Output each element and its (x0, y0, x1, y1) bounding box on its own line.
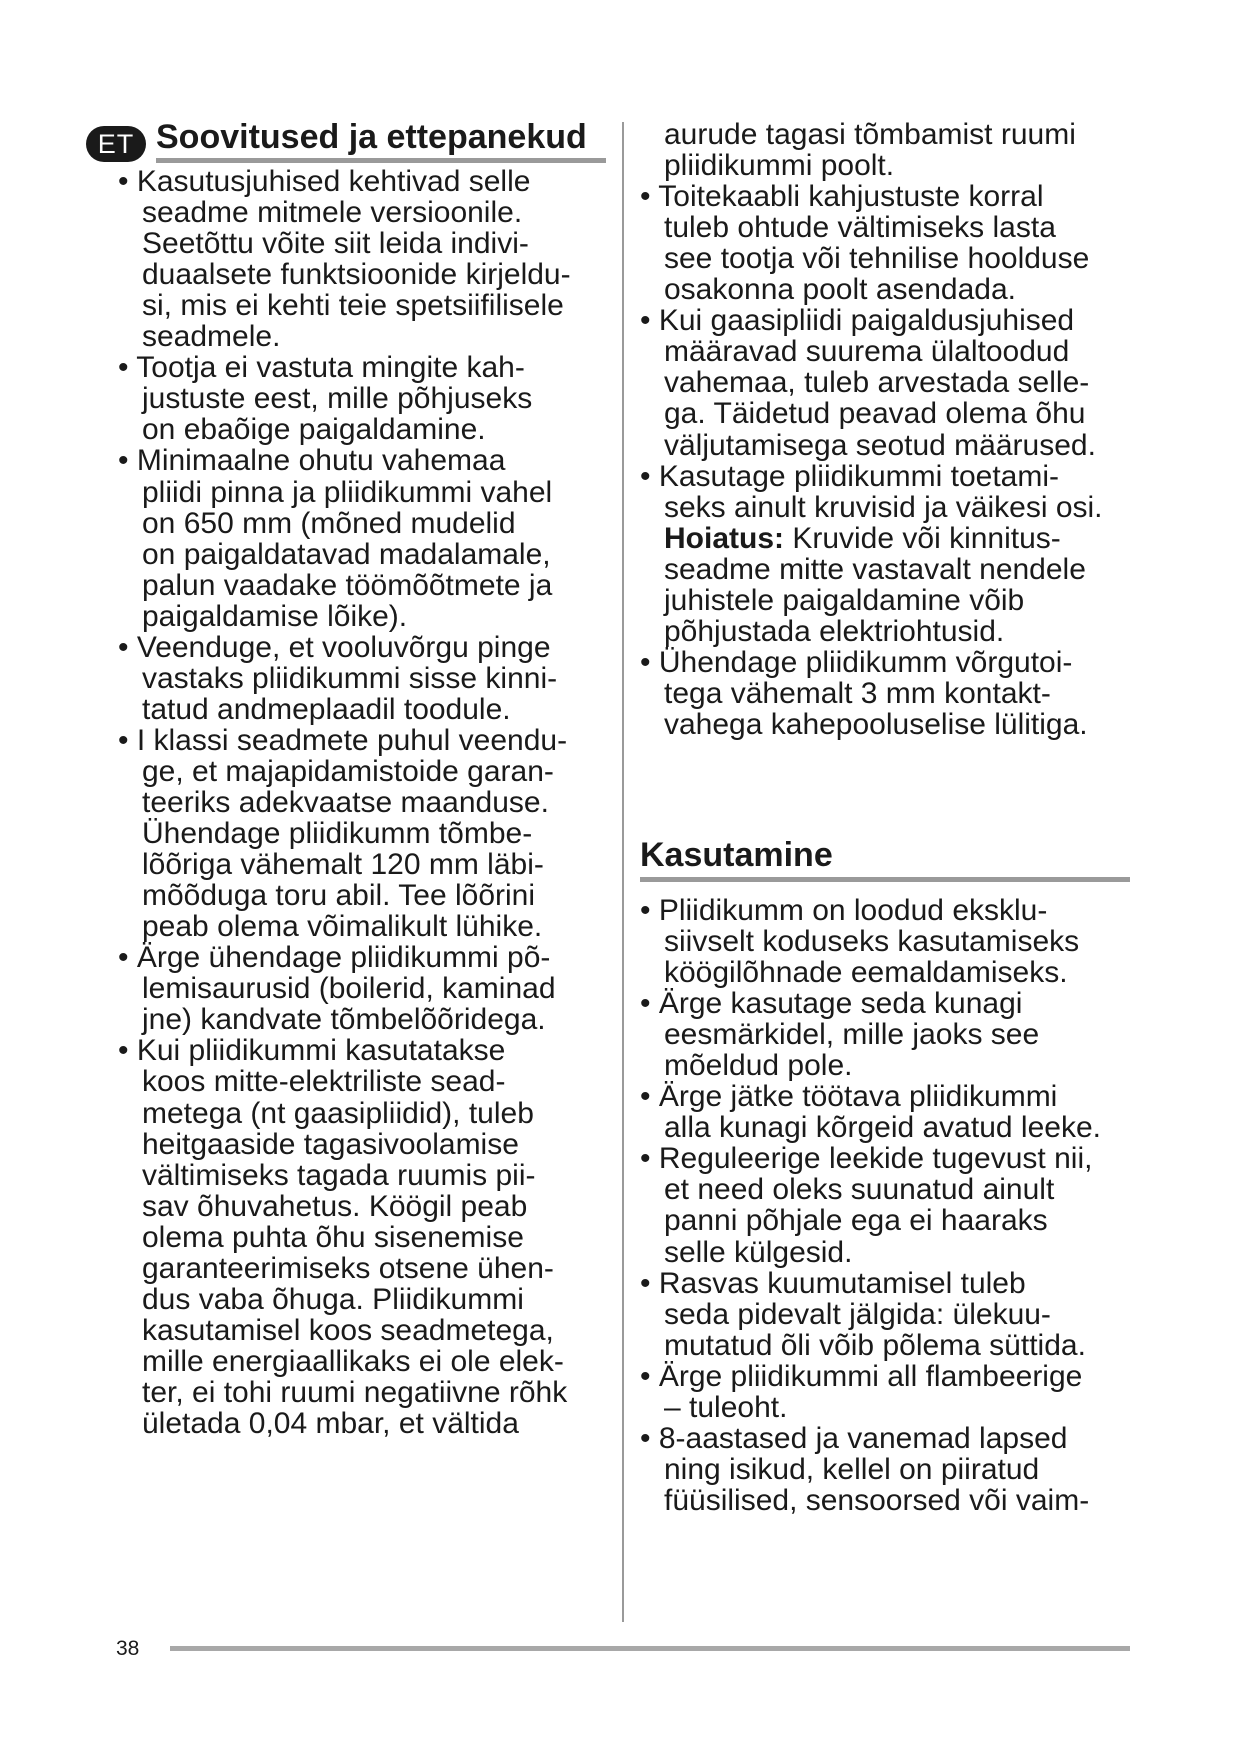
text-line: • Rasvas kuumutamisel tuleb (640, 1267, 1026, 1300)
text-line: si, mis ei kehti teie spetsiifilisele (142, 289, 564, 322)
text-line: juhistele paigaldamine võib (664, 584, 1025, 617)
text-line: ületada 0,04 mbar, et vältida (142, 1407, 519, 1440)
text-line: • Kasutage pliidikummi toetami- (640, 460, 1060, 493)
text-line: peab olema võimalikult lühike. (142, 910, 543, 943)
text-line: füüsilised, sensoorsed või vaim- (664, 1484, 1090, 1517)
warning-label: Hoiatus: (664, 522, 784, 555)
text-line: dus vaba õhuga. Pliidikummi (142, 1283, 524, 1316)
text-line: teeriks adekvaatse maanduse. (142, 786, 549, 819)
text-line: et need oleks suunatud ainult (664, 1173, 1055, 1206)
footer-rule (170, 1646, 1130, 1651)
text-line: metega (nt gaasipliidid), tuleb (142, 1097, 534, 1130)
text-line: • Pliidikumm on loodud eksklu- (640, 894, 1048, 927)
text-line: seadme mitte vastavalt nendele (664, 553, 1086, 586)
text-line: mõeldud pole. (664, 1049, 853, 1082)
text-line: • I klassi seadmete puhul veendu- (118, 724, 568, 757)
text-line: ter, ei tohi ruumi negatiivne rõhk (142, 1376, 568, 1409)
text-line: vahemaa, tuleb arvestada selle- (664, 366, 1090, 399)
text-line: paigaldamise lõike). (142, 600, 408, 633)
text-line: sav õhuvahetus. Köögil peab (142, 1190, 528, 1223)
text-line: osakonna poolt asendada. (664, 273, 1016, 306)
text-line: mutatud õli võib põlema süttida. (664, 1329, 1086, 1362)
text-line: väljutamisega seotud määrused. (664, 429, 1096, 462)
text-line: seadme mitmele versioonile. (142, 196, 523, 229)
language-badge: ET (86, 126, 146, 162)
text-line: määravad suurema ülaltoodud (664, 335, 1070, 368)
text-line: aurude tagasi tõmbamist ruumi (664, 118, 1076, 151)
text-line: mille energiaallikaks ei ole elek- (142, 1345, 564, 1378)
page-number: 38 (116, 1637, 140, 1660)
text-line: • Kui gaasipliidi paigaldusjuhised (640, 304, 1075, 337)
text-line: • Tootja ei vastuta mingite kah- (118, 351, 525, 384)
text-line: seda pidevalt jälgida: ülekuu- (664, 1298, 1051, 1331)
text-line: • Ärge ühendage pliidikummi põ- (118, 941, 551, 974)
title-underline (156, 158, 606, 163)
text-line: köögilõhnade eemaldamiseks. (664, 956, 1068, 989)
section-title-recommendations: Soovitused ja ettepanekud (156, 118, 587, 156)
text-line: see tootja või tehnilise hoolduse (664, 242, 1090, 275)
text-line: siivselt koduseks kasutamiseks (664, 925, 1080, 958)
text-line: • Toitekaabli kahjustuste korral (640, 180, 1044, 213)
text-line: – tuleoht. (664, 1391, 788, 1424)
text-line: panni põhjale ega ei haaraks (664, 1204, 1048, 1237)
text-line: kasutamisel koos seadmetega, (142, 1314, 554, 1347)
text-line: koos mitte-elektriliste sead- (142, 1065, 506, 1098)
text-line: alla kunagi kõrgeid avatud leeke. (664, 1111, 1101, 1144)
text-line: • Kasutusjuhised kehtivad selle (118, 165, 531, 198)
text-line: seadmele. (142, 320, 281, 353)
text-line: põhjustada elektriohtusid. (664, 615, 1005, 648)
text-line: tatud andmeplaadil toodule. (142, 693, 511, 726)
text-line: ge, et majapidamistoide garan- (142, 755, 554, 788)
text-line: Seetõttu võite siit leida indivi- (142, 227, 529, 260)
section-title-usage: Kasutamine (640, 836, 833, 874)
text-line: • Ärge jätke töötava pliidikummi (640, 1080, 1058, 1113)
text-line: • Veenduge, et vooluvõrgu pinge (118, 631, 551, 664)
text-line: eesmärkidel, mille jaoks see (664, 1018, 1040, 1051)
text-line: vahega kahepooluselise lülitiga. (664, 708, 1088, 741)
section-underline (640, 877, 1130, 882)
text-line: lemisaurusid (boilerid, kaminad (142, 972, 556, 1005)
text-line: ning isikud, kellel on piiratud (664, 1453, 1040, 1486)
text-line: selle külgesid. (664, 1236, 853, 1269)
text-line: on paigaldatavad madalamale, (142, 538, 551, 571)
text-line: lõõriga vähemalt 120 mm läbi- (142, 848, 544, 881)
text-line: ga. Täidetud peavad olema õhu (664, 397, 1086, 430)
text-line: on ebaõige paigaldamine. (142, 413, 486, 446)
column-divider (622, 122, 624, 1622)
text-line: • 8-aastased ja vanemad lapsed (640, 1422, 1068, 1455)
text-line: garanteerimiseks otsene ühen- (142, 1252, 554, 1285)
text-line: palun vaadake töömõõtmete ja (142, 569, 553, 602)
text-line: seks ainult kruvisid ja väikesi osi. (664, 491, 1103, 524)
text-line: • Kui pliidikummi kasutatakse (118, 1034, 506, 1067)
text-line: jne) kandvate tõmbelõõridega. (142, 1003, 546, 1036)
text-line: pliidi pinna ja pliidikummi vahel (142, 476, 553, 509)
text-line: • Reguleerige leekide tugevust nii, (640, 1142, 1093, 1175)
text-line: heitgaaside tagasivoolamise (142, 1128, 519, 1161)
text-line: pliidikummi poolt. (664, 149, 895, 182)
text-line: mõõduga toru abil. Tee lõõrini (142, 879, 536, 912)
warning-text: Kruvide või kinnitus- (784, 522, 1061, 555)
text-line: Ühendage pliidikumm tõmbe- (142, 817, 533, 850)
text-line: duaalsete funktsioonide kirjeldu- (142, 258, 571, 291)
text-line: vältimiseks tagada ruumis pii- (142, 1159, 536, 1192)
text-line: on 650 mm (mõned mudelid (142, 507, 516, 540)
text-line: tuleb ohtude vältimiseks lasta (664, 211, 1056, 244)
text-line: vastaks pliidikummi sisse kinni- (142, 662, 558, 695)
text-line: • Ärge pliidikummi all flambeerige (640, 1360, 1083, 1393)
text-line: • Minimaalne ohutu vahemaa (118, 444, 506, 477)
text-line: justuste eest, mille põhjuseks (142, 382, 533, 415)
text-line: olema puhta õhu sisenemise (142, 1221, 524, 1254)
text-line: • Ärge kasutage seda kunagi (640, 987, 1023, 1020)
text-line: • Ühendage pliidikumm võrgutoi- (640, 646, 1073, 679)
text-line: tega vähemalt 3 mm kontakt- (664, 677, 1051, 710)
